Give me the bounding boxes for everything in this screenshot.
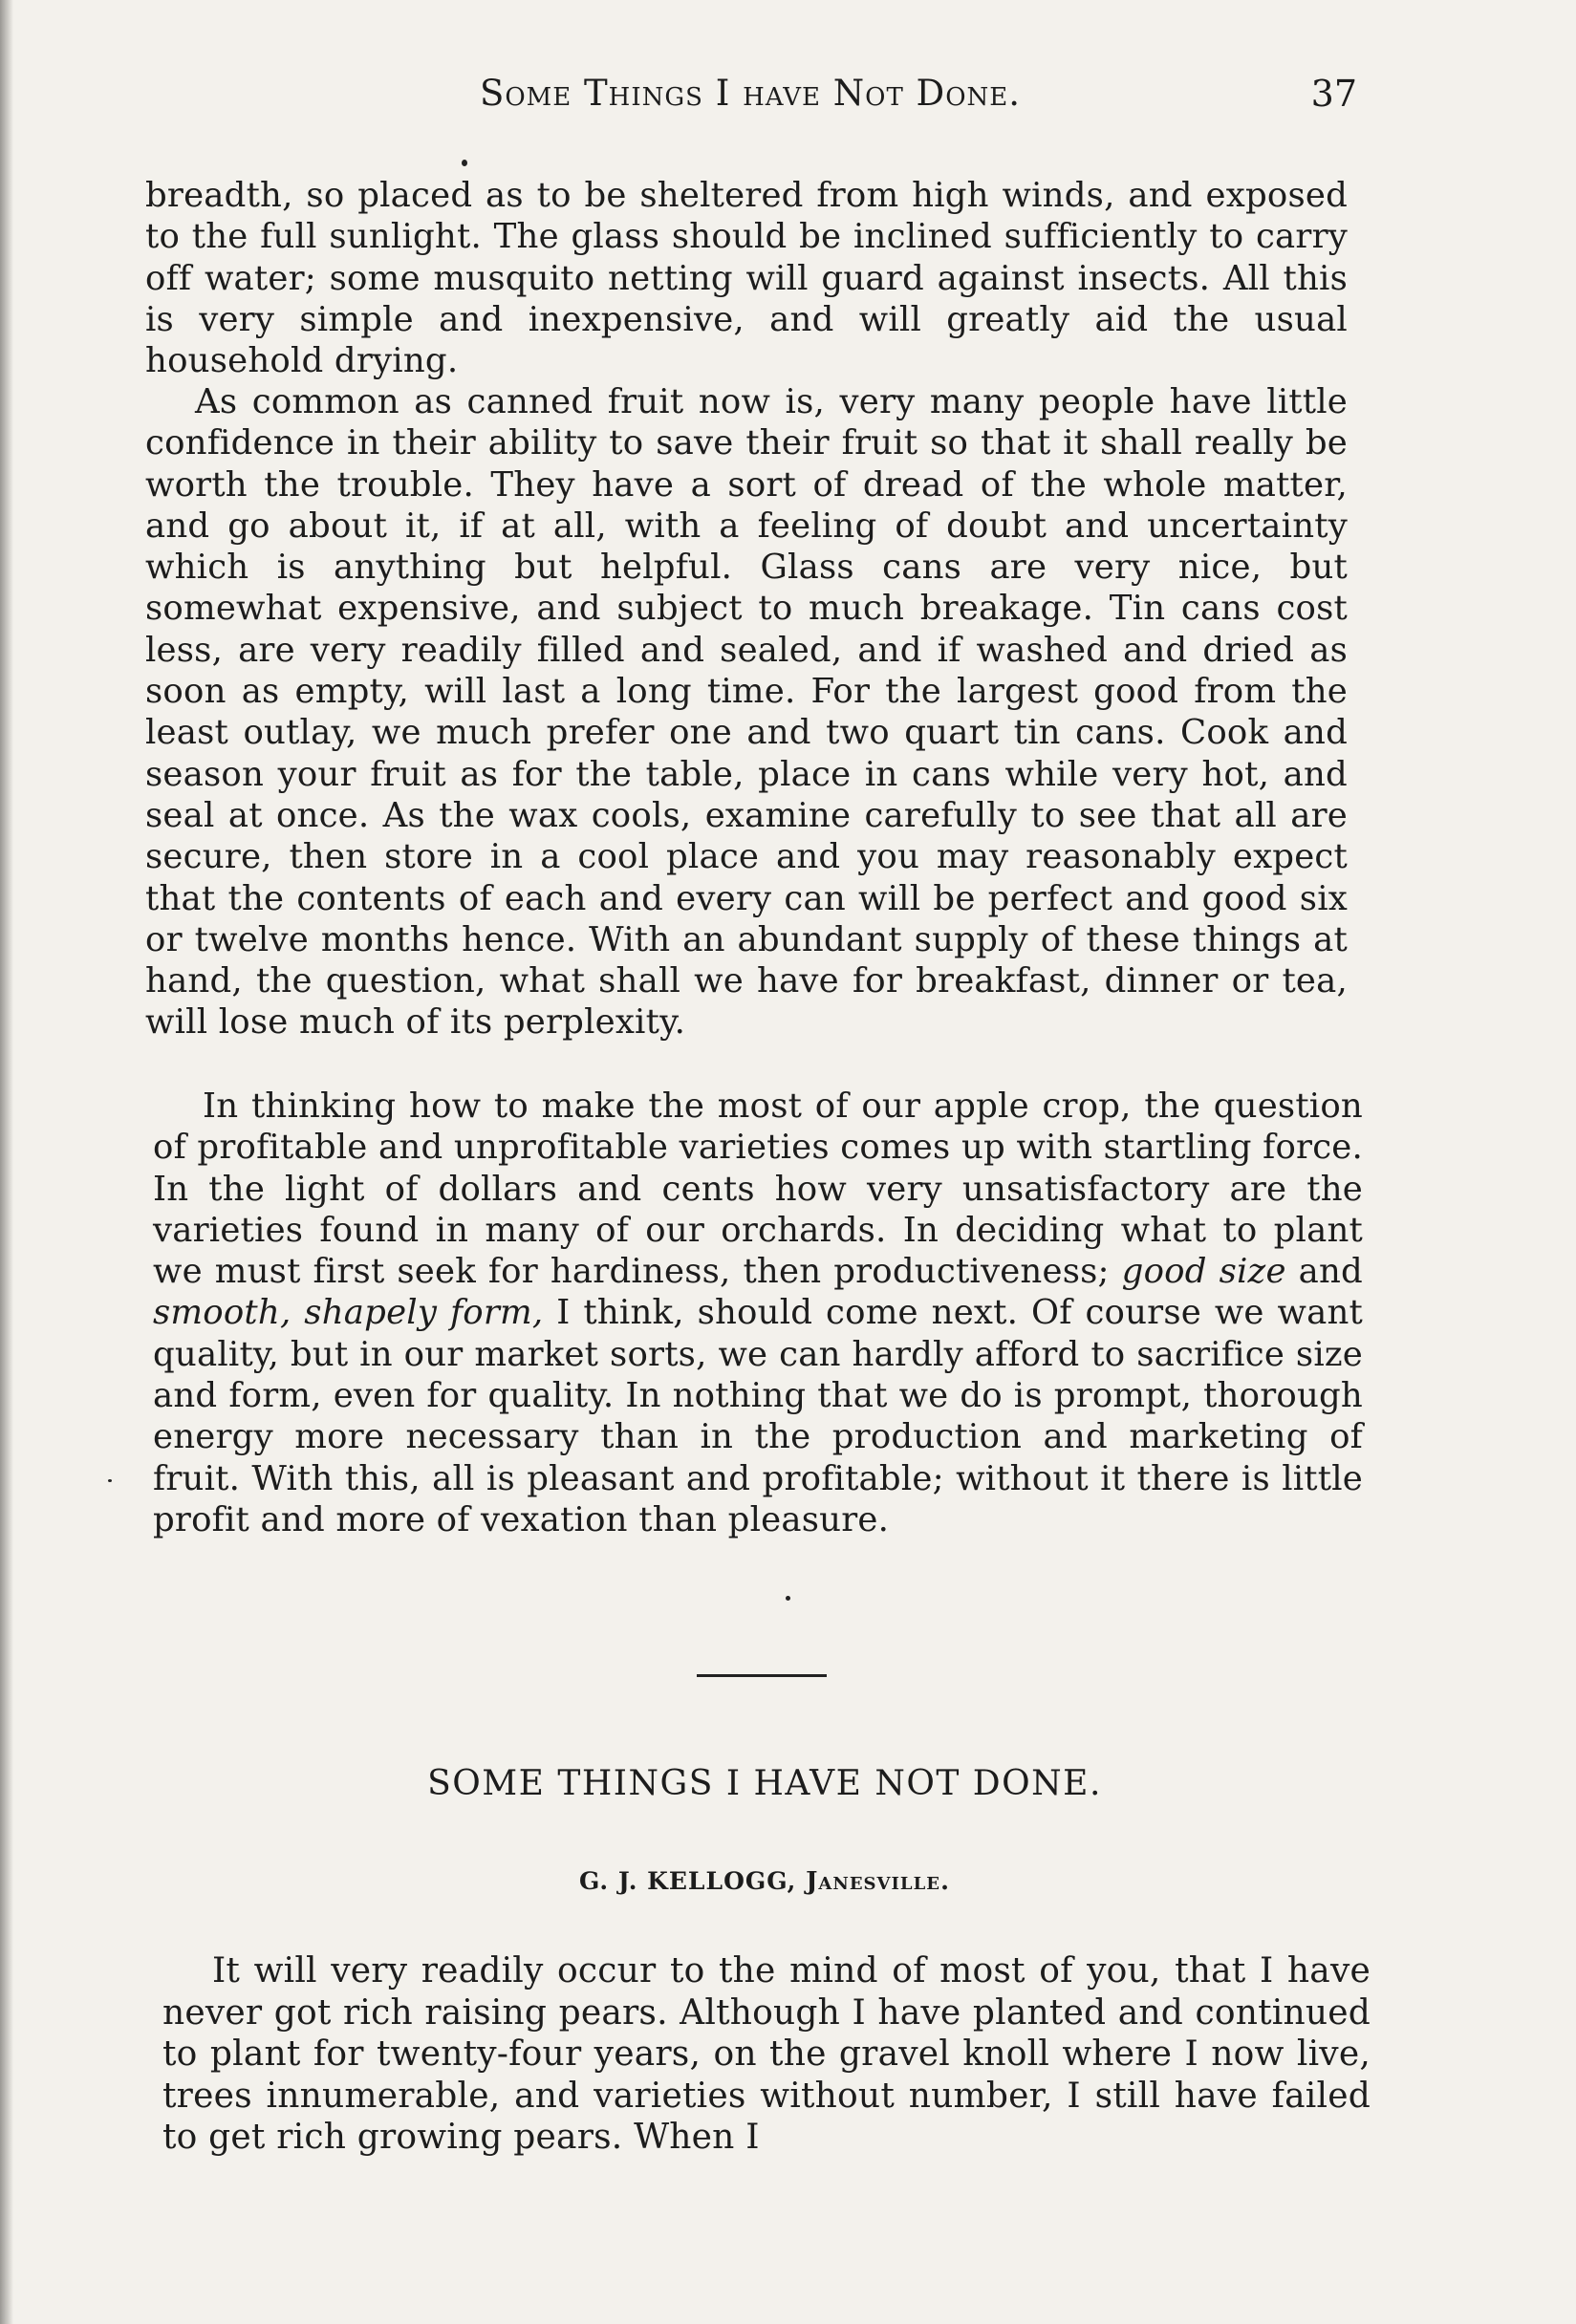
paragraph-canned-fruit: As common as canned fruit now is, very many people have little confidence in their ability to save their fruit so that it shall really be worth the trouble. They have a sort of dread of the whole matter, and go about it, if at all, with a feeling of doubt and uncertainty which is anything but helpful. Glass cans are very nice, but somewhat expensive, and subject to much breakage. Tin cans cost less, are very readily filled and sealed, and if washed and dried as soon as empty, will last a long time. For the largest good from the least outlay, we much prefer one and two quart tin cans. Cook and season your fruit as for the table, place in cans while very hot, and seal at once. As the wax cools, examine carefully to see that all are secure, then store in a cool place and you may reasonably expect that the contents of each and every can will be perfect and good six or twelve months hence. With an abundant supply of these things at hand, the question, what shall we have for breakfast, dinner or tea, will lose much of its perplexity.	[145, 382, 1348, 1043]
print-speck	[462, 160, 467, 166]
section-divider-rule	[697, 1674, 827, 1677]
author-name: G. J. KELLOGG,	[578, 1867, 797, 1895]
apple-crop-italic-good-size: good size	[1121, 1252, 1286, 1292]
paragraph-drying: breadth, so placed as to be sheltered from high winds, and exposed to the full sunlight. The glass should be inclined sufficiently to carry off water; some musquito netting will guard against insects. All this is very simple and inexpensive, and will greatly aid the usual household drying.	[145, 176, 1348, 381]
print-speck	[108, 1479, 112, 1482]
author-byline	[143, 1867, 1386, 1896]
paragraph-apple-crop	[153, 1086, 1363, 1540]
print-speck	[786, 1596, 790, 1601]
running-head-title: Some Things I have Not Done.	[479, 73, 1022, 114]
page-number: 37	[1310, 73, 1357, 115]
running-head	[143, 73, 1357, 122]
apple-crop-text-end: I think, should come next. Of course we want quality, but in our market sorts, we can hardly afford to sacrifice size and form, even for quality. In nothing that we do is prompt, thorough energy more necessary than in the production and marketing of fruit. With this, all is pleasant and profitable; without it there is little profit and more of vexation than pleasure.	[153, 1293, 1363, 1539]
author-place: Janesville.	[806, 1867, 951, 1896]
apple-crop-text-start: In thinking how to make the most of our apple crop, the question of profitable and unprofitable varieties comes up with startling force. In the light of dollars and cents how very unsatisfactory are the varieties found in many of our orchards. In deciding what to plant we must first seek for hardiness, then productiveness;	[153, 1087, 1363, 1292]
apple-crop-text-and: and	[1298, 1252, 1363, 1292]
apple-crop-italic-form: smooth, shapely form,	[153, 1293, 544, 1333]
binding-shadow	[0, 0, 13, 2324]
paragraph-pears: It will very readily occur to the mind of most of you, that I have never got rich raising pears. Although I have planted and continued to plant for twenty-four years, on the gravel knoll where I now live, trees innumerable, and varieties without number, I still have failed to get rich growing pears. When I	[162, 1951, 1371, 2157]
section-title: SOME THINGS I HAVE NOT DONE.	[427, 1764, 1102, 1803]
